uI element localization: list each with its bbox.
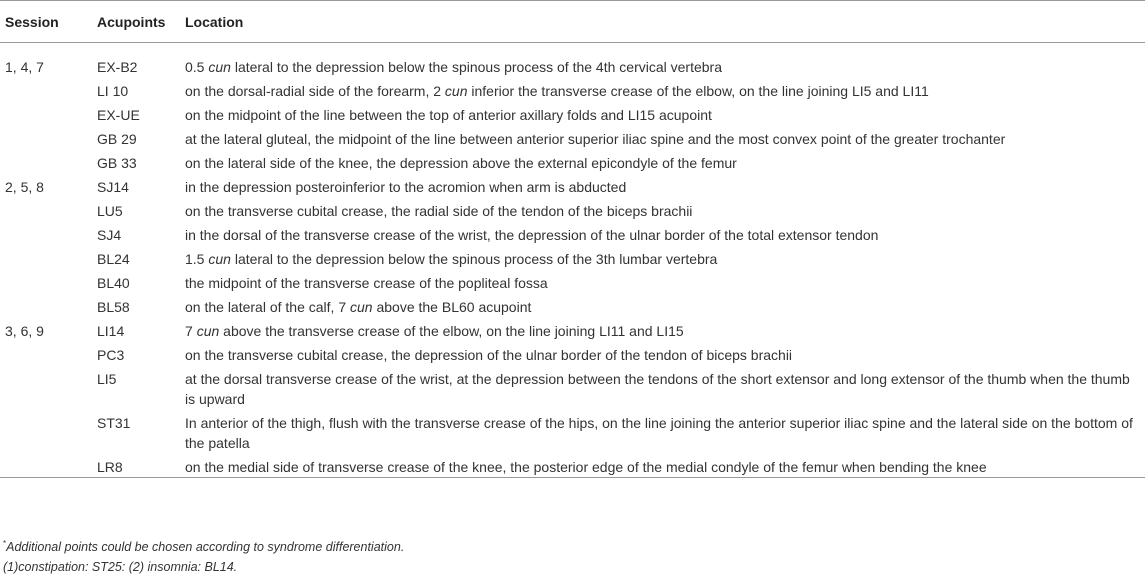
table-row	[0, 77, 1145, 101]
session-cell	[0, 269, 91, 293]
acupoint-cell: EX-B2	[97, 59, 138, 75]
session-cell	[0, 341, 91, 365]
table-row	[0, 221, 1145, 245]
acupoint-cell: LR8	[91, 453, 183, 478]
table-row	[0, 125, 1145, 149]
location-cell	[183, 101, 1145, 125]
table-row	[0, 43, 1145, 78]
location-text: 1.5	[185, 251, 209, 267]
location-text-after: above the BL60 acupoint	[372, 299, 532, 315]
cun-unit: cun	[208, 59, 231, 75]
location-text-after: lateral to the depression below the spinous process of the 3th lumbar vertebra	[230, 251, 718, 267]
session-cell	[0, 453, 91, 478]
acupoint-cell: LU5	[97, 203, 123, 219]
acupoint-cell: PC3	[97, 347, 125, 363]
table-row	[0, 365, 1145, 409]
table-body	[0, 43, 1145, 478]
location-text-after: inferior the transverse crease of the elbow, on the line joining LI5 and LI11	[467, 83, 929, 99]
location-text: on the lateral side of the knee, the depression above the external epicondyle of the femur	[185, 155, 737, 171]
header-location: Location	[183, 1, 1145, 43]
location-cell	[183, 453, 1145, 478]
session-cell	[0, 221, 91, 245]
location-cell	[183, 149, 1145, 173]
header-session: Session	[0, 1, 91, 43]
table-header-row	[0, 1, 1145, 43]
location-text: on the lateral of the calf, 7	[185, 299, 350, 315]
location-cell	[183, 197, 1145, 221]
table-row	[0, 317, 1145, 341]
location-text-after: above the transverse crease of the elbow, on the line joining LI11 and LI15	[219, 323, 684, 339]
acupoint-cell: GB 29	[97, 131, 137, 147]
location-cell	[183, 409, 1145, 453]
acupoint-cell: BL58	[97, 299, 130, 315]
session-cell: 1, 4, 7	[5, 59, 44, 75]
location-cell	[183, 77, 1145, 101]
session-cell	[0, 77, 91, 101]
session-cell: 2, 5, 8	[5, 179, 44, 195]
acupoint-cell: LI5	[97, 371, 117, 387]
acupoint-cell: LI14	[97, 323, 125, 339]
table-row	[0, 341, 1145, 365]
location-cell	[183, 245, 1145, 269]
table-row	[0, 409, 1145, 453]
acupoint-cell: BL40	[97, 275, 130, 291]
location-text: In anterior of the thigh, flush with the transverse crease of the hips, on the line joining the anterior superior iliac spine and the lateral side on the bottom of the patella	[185, 415, 1133, 451]
location-cell	[183, 365, 1145, 409]
footnote-1	[3, 540, 404, 554]
location-cell	[183, 269, 1145, 293]
table-row	[0, 149, 1145, 173]
session-cell	[0, 197, 91, 221]
location-text: the midpoint of the transverse crease of the popliteal fossa	[185, 275, 548, 291]
table-row	[0, 269, 1145, 293]
location-text: 7	[185, 323, 197, 339]
cun-unit: cun	[196, 323, 220, 339]
location-cell	[183, 221, 1145, 245]
session-cell: 3, 6, 9	[5, 323, 44, 339]
acupoint-cell: SJ14	[97, 179, 129, 195]
location-text: on the dorsal-radial side of the forearm, 2	[185, 83, 445, 99]
acupoint-cell: GB 33	[97, 155, 137, 171]
location-cell	[183, 125, 1145, 149]
location-cell	[183, 173, 1145, 197]
header-acupoints: Acupoints	[91, 1, 183, 43]
session-cell	[0, 101, 91, 125]
cun-unit: cun	[208, 251, 231, 267]
acupoint-cell: LI 10	[97, 83, 129, 99]
location-cell	[183, 317, 1145, 341]
location-text: in the dorsal of the transverse crease of the wrist, the depression of the ulnar border of the total extensor tendon	[185, 227, 879, 243]
location-cell	[183, 293, 1145, 317]
session-cell	[0, 365, 91, 409]
location-text: on the transverse cubital crease, the radial side of the tendon of the biceps brachii	[185, 203, 693, 219]
cun-unit: cun	[350, 299, 373, 315]
location-text: in the depression posteroinferior to the acromion when arm is abducted	[185, 179, 627, 195]
table-row	[0, 173, 1145, 197]
acupoint-cell: BL24	[97, 251, 130, 267]
location-cell	[183, 341, 1145, 365]
table-row	[0, 197, 1145, 221]
location-text: at the dorsal transverse crease of the wrist, at the depression between the tendons of the short extensor and long extensor of the thumb when the thumb is upward	[185, 371, 1130, 407]
footnote-1-text: Additional points could be chosen according to syndrome differentiation.	[6, 540, 405, 554]
location-cell	[183, 43, 1145, 78]
session-cell	[0, 293, 91, 317]
footnote-2: (1)constipation: ST25: (2) insomnia: BL14.	[3, 560, 238, 574]
table-row	[0, 245, 1145, 269]
session-cell	[0, 149, 91, 173]
location-text: on the transverse cubital crease, the depression of the ulnar border of the tendon of biceps brachii	[185, 347, 793, 363]
location-text: 0.5	[185, 59, 209, 75]
table-row	[0, 101, 1145, 125]
footnote-marker: *	[3, 538, 7, 548]
location-text-after: lateral to the depression below the spinous process of the 4th cervical vertebra	[230, 59, 722, 75]
location-text: on the medial side of transverse crease of the knee, the posterior edge of the medial condyle of the femur when bending the knee	[185, 459, 987, 475]
session-cell	[0, 125, 91, 149]
table-row	[0, 293, 1145, 317]
location-text: on the midpoint of the line between the top of anterior axillary folds and LI15 acupoint	[185, 107, 712, 123]
location-text: at the lateral gluteal, the midpoint of the line between anterior superior iliac spine and the most convex point of the greater trochanter	[185, 131, 1006, 147]
acupoint-cell: EX-UE	[97, 107, 140, 123]
session-cell	[0, 245, 91, 269]
session-cell	[0, 409, 91, 453]
acupoint-cell: ST31	[97, 415, 131, 431]
table-row	[0, 453, 1145, 478]
cun-unit: cun	[444, 83, 468, 99]
acupoint-cell: SJ4	[97, 227, 122, 243]
